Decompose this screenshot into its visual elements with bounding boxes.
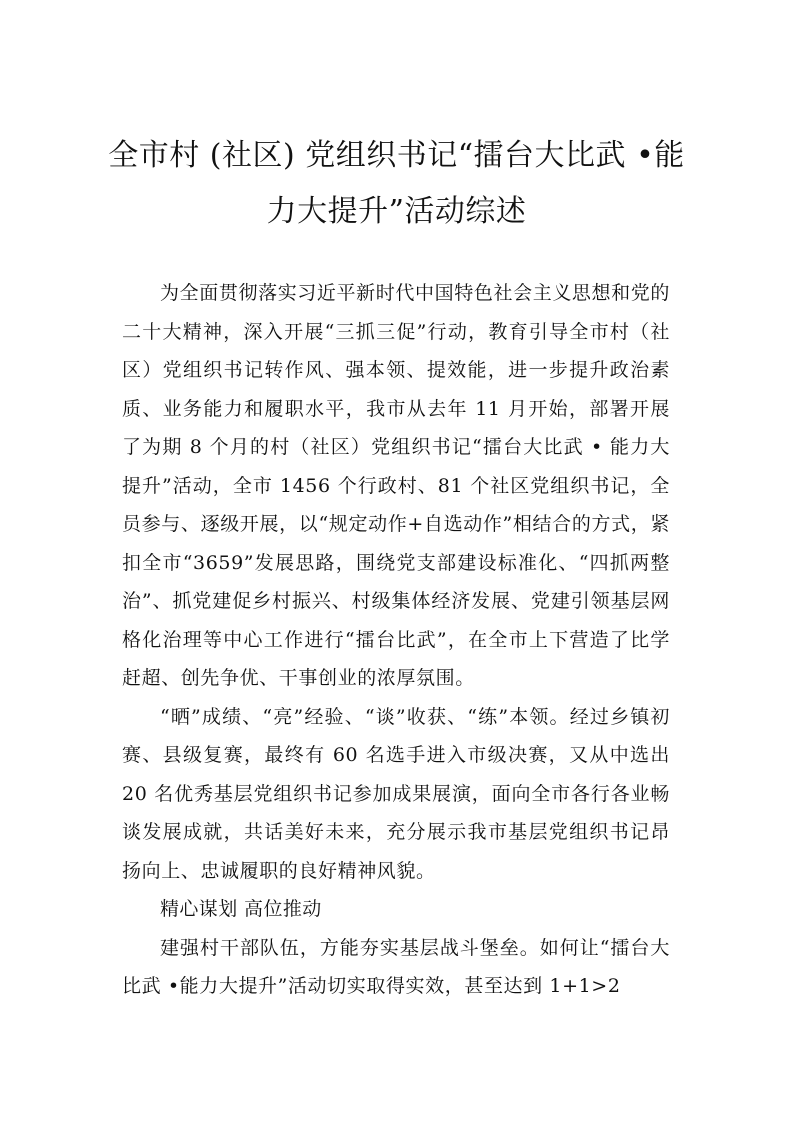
document-body (122, 274, 670, 1006)
paragraph-section-body: 建强村干部队伍，方能夯实基层战斗堡垒。如何让“擂台大比武 •能力大提升”活动切实取得实效，甚至达到 1+1>2 (122, 936, 670, 997)
paragraph-intro: 为全面贯彻落实习近平新时代中国特色社会主义思想和党的二十大精神，深入开展“三抓三促”行动，教育引导全市村（社区）党组织书记转作风、强本领、提效能，进一步提升政治素质、业务能力和履职水平，我市从去年 11 月开始，部署开展了为期 8 个月的村（社区）党组织书记“擂台大比武 • 能力大提升”活动，全市 1456 个行政村、81 个社区党组织书记，全员参与、逐级开展，以“规定动作+自选动作”相结合的方式，紧扣全市“3659”发展思路，围绕党支部建设标准化、“四抓两整治”、抓党建促乡村振兴、村级集体经济发展、党建引领基层网格化治理等中心工作进行“擂台比武”，在全市上下营造了比学赶超、创先争优、干事创业的浓厚氛围。 (122, 282, 670, 689)
section-heading: 精心谋划 高位推动 (160, 898, 322, 920)
paragraph-results: “晒”成绩、“亮”经验、“谈”收获、“练”本领。经过乡镇初赛、县级复赛，最终有 60 名选手进入市级决赛，又从中选出 20 名优秀基层党组织书记参加成果展演，面向全市各行各业畅谈发展成就，共话美好未来，充分展示我市基层党组织书记昂扬向上、忠诚履职的良好精神风貌。 (122, 705, 670, 882)
title-line-2: 力大提升”活动综述 (266, 194, 527, 229)
document-title (100, 128, 693, 240)
title-line-1: 全市村 (社区) 党组织书记“擂台大比武 •能 (108, 138, 685, 173)
